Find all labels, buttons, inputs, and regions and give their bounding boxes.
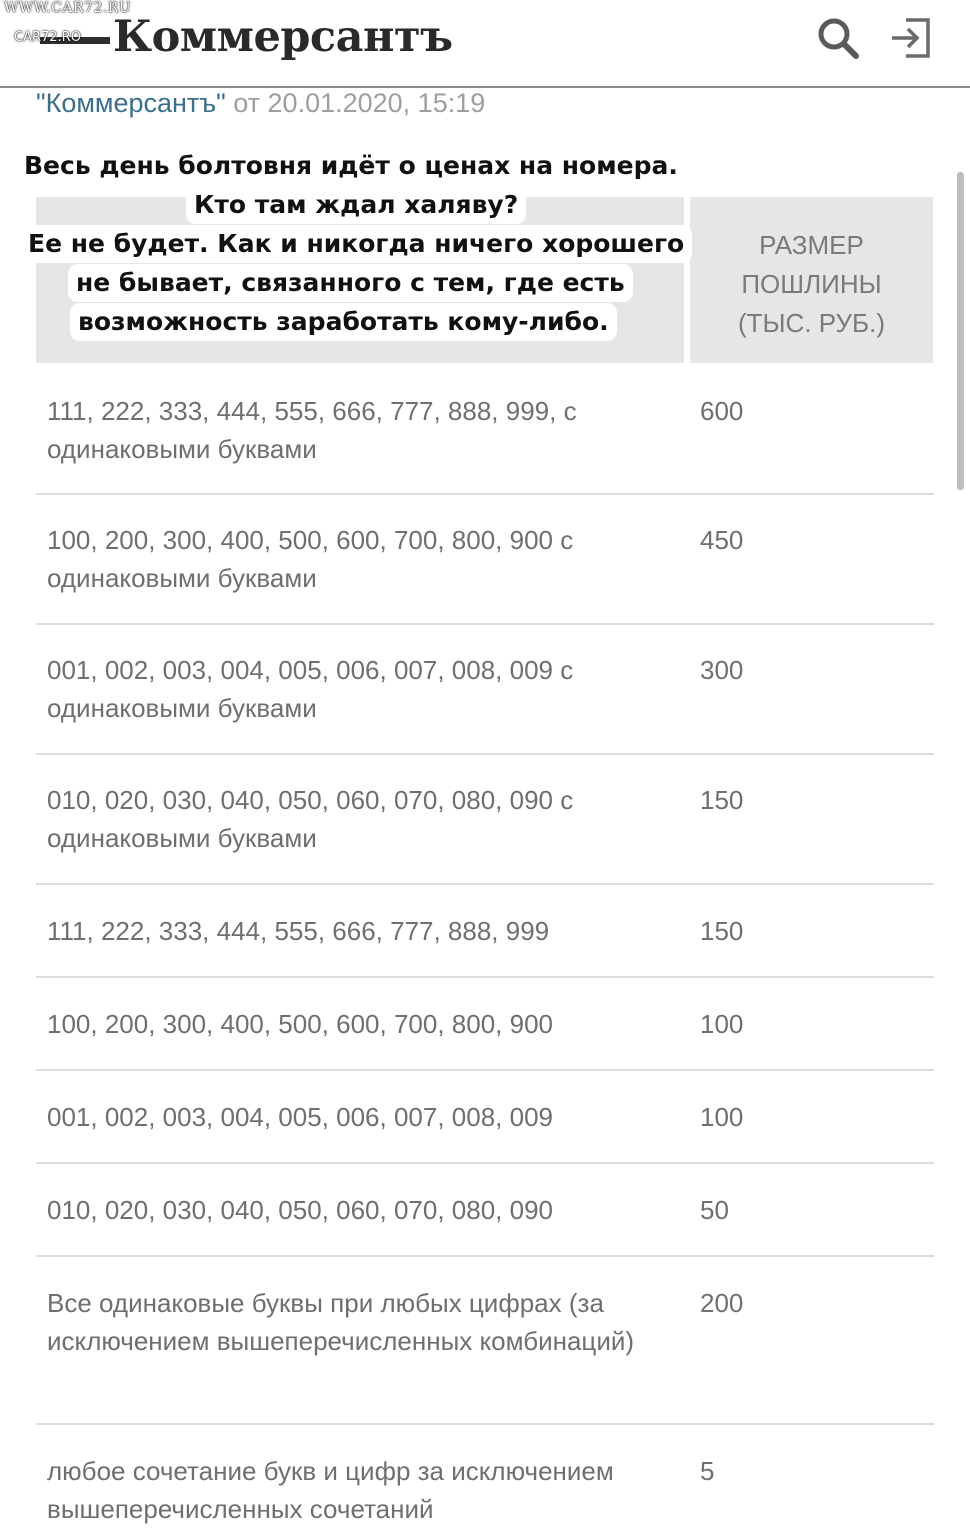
table-row [36, 366, 934, 495]
watermark-top: WWW.CAR72.RU [4, 0, 132, 16]
fee-header-line: ПОШЛИНЫ [741, 269, 882, 299]
fee-header-line: РАЗМЕР [759, 230, 864, 260]
table-row [36, 1425, 934, 1533]
combination-cell: 001, 002, 003, 004, 005, 006, 007, 008, 009 с одинаковыми буквами [47, 655, 574, 723]
source-publication[interactable]: "Коммерсантъ" [36, 88, 226, 118]
caption-line: не бывает, связанного с тем, где есть [68, 264, 633, 302]
caption-line: Кто там ждал халяву? [186, 186, 526, 224]
combination-cell: 111, 222, 333, 444, 555, 666, 777, 888, 999, с одинаковыми буквами [47, 396, 577, 464]
fee-cell: 150 [700, 916, 744, 946]
table-row [36, 1257, 934, 1425]
table-row [36, 885, 934, 978]
search-icon[interactable] [814, 14, 862, 62]
fee-cell: 450 [700, 525, 744, 555]
caption-line: Ее не будет. Как и никогда ничего хорошего [20, 225, 692, 263]
table-row [36, 1071, 934, 1164]
fee-cell: 150 [700, 785, 744, 815]
site-logo[interactable]: Коммерсантъ [113, 12, 453, 62]
caption-line: возможность заработать кому-либо. [70, 303, 617, 341]
combination-cell: 001, 002, 003, 004, 005, 006, 007, 008, 009 [47, 1102, 553, 1132]
fee-cell: 200 [700, 1288, 744, 1318]
site-header [0, 0, 970, 88]
watermark-bottom: CAR72.RO [14, 30, 81, 45]
caption-line: Весь день болтовня идёт о ценах на номера. [16, 147, 686, 185]
fee-header-line: (ТЫС. РУБ.) [737, 308, 885, 338]
combination-cell: 100, 200, 300, 400, 500, 600, 700, 800, 900 с одинаковыми буквами [47, 525, 574, 593]
source-date: от 20.01.2020, 15:19 [225, 88, 486, 118]
fee-column-header [690, 226, 933, 343]
table-row [36, 978, 934, 1071]
combination-cell: любое сочетание букв и цифр за исключением вышеперечисленных сочетаний [47, 1456, 614, 1524]
fee-cell: 5 [700, 1456, 715, 1486]
combination-cell: Все одинаковые буквы при любых цифрах (за исключением вышеперечисленных комбинаций) [47, 1288, 635, 1356]
combination-cell: 111, 222, 333, 444, 555, 666, 777, 888, 999 [47, 916, 550, 946]
fee-cell: 100 [700, 1102, 744, 1132]
fee-cell: 100 [700, 1009, 744, 1039]
fee-cell: 600 [700, 396, 744, 426]
table-row [36, 1164, 934, 1257]
article-source [36, 88, 485, 119]
fee-cell: 300 [700, 655, 744, 685]
combination-cell: 100, 200, 300, 400, 500, 600, 700, 800, 900 [47, 1009, 553, 1039]
login-icon[interactable] [886, 14, 934, 62]
table-row [36, 755, 934, 885]
table-row [36, 625, 934, 755]
combination-cell: 010, 020, 030, 040, 050, 060, 070, 080, 090 [47, 1195, 553, 1225]
table-row [36, 495, 934, 625]
combination-cell: 010, 020, 030, 040, 050, 060, 070, 080, 090 с одинаковыми буквами [47, 785, 574, 853]
fee-cell: 50 [700, 1195, 729, 1225]
scrollbar[interactable] [957, 172, 964, 490]
